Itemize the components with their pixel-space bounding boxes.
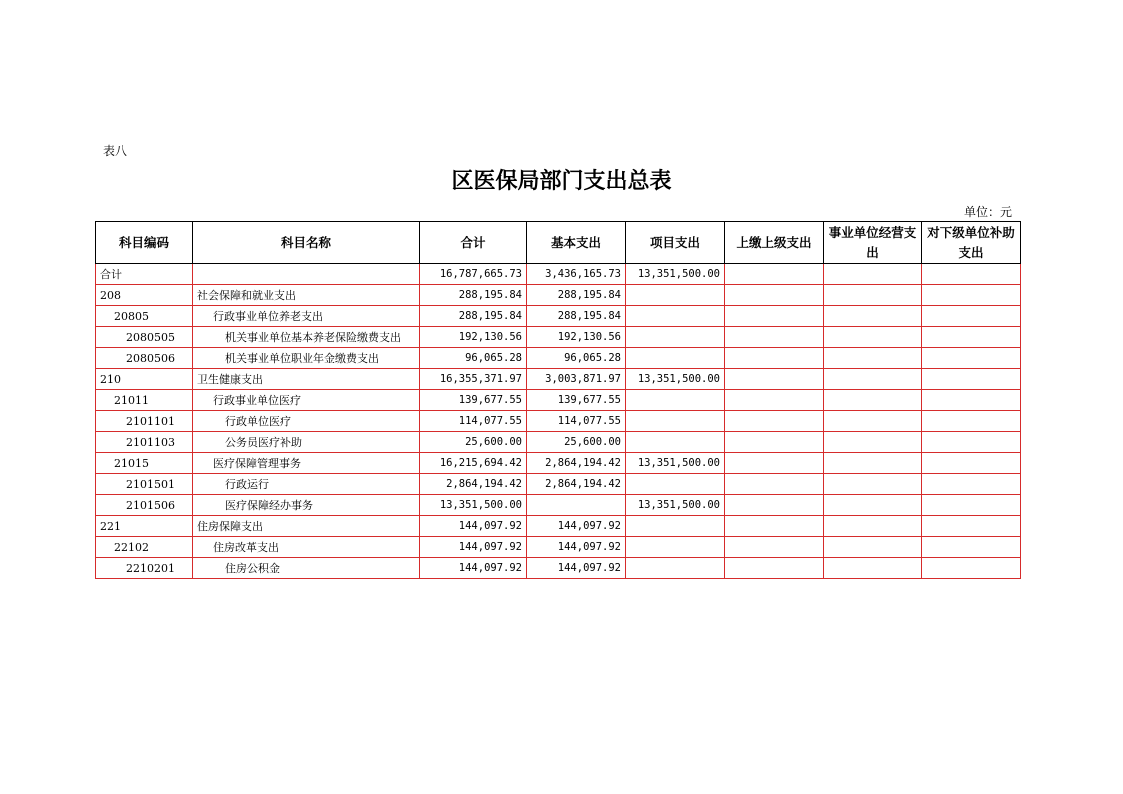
cell-business xyxy=(824,495,922,516)
cell-upper xyxy=(725,369,824,390)
cell-subsidy xyxy=(922,327,1021,348)
cell-business xyxy=(824,327,922,348)
header-project: 项目支出 xyxy=(626,222,725,264)
header-business: 事业单位经营支出 xyxy=(824,222,922,264)
cell-name xyxy=(193,264,420,285)
cell-business xyxy=(824,390,922,411)
cell-total: 139,677.55 xyxy=(420,390,527,411)
cell-code: 22102 xyxy=(96,537,193,558)
cell-subsidy xyxy=(922,453,1021,474)
cell-total: 16,215,694.42 xyxy=(420,453,527,474)
cell-project xyxy=(626,285,725,306)
cell-total: 96,065.28 xyxy=(420,348,527,369)
cell-business xyxy=(824,285,922,306)
table-row xyxy=(96,495,1021,516)
header-row xyxy=(96,222,1021,264)
table-row xyxy=(96,474,1021,495)
cell-basic: 2,864,194.42 xyxy=(527,474,626,495)
cell-subsidy xyxy=(922,390,1021,411)
cell-business xyxy=(824,411,922,432)
cell-project xyxy=(626,390,725,411)
cell-upper xyxy=(725,411,824,432)
cell-code: 2080505 xyxy=(96,327,193,348)
cell-project xyxy=(626,306,725,327)
cell-total: 2,864,194.42 xyxy=(420,474,527,495)
cell-basic: 139,677.55 xyxy=(527,390,626,411)
cell-name: 住房保障支出 xyxy=(193,516,420,537)
page-title: 区医保局部门支出总表 xyxy=(451,169,672,194)
cell-upper xyxy=(725,348,824,369)
cell-name: 机关事业单位基本养老保险缴费支出 xyxy=(193,327,420,348)
cell-code: 21011 xyxy=(96,390,193,411)
cell-subsidy xyxy=(922,306,1021,327)
cell-basic: 144,097.92 xyxy=(527,537,626,558)
cell-business xyxy=(824,306,922,327)
cell-basic: 25,600.00 xyxy=(527,432,626,453)
cell-project xyxy=(626,432,725,453)
table-row xyxy=(96,264,1021,285)
cell-upper xyxy=(725,453,824,474)
cell-business xyxy=(824,264,922,285)
cell-basic xyxy=(527,495,626,516)
cell-business xyxy=(824,537,922,558)
table-row xyxy=(96,390,1021,411)
cell-subsidy xyxy=(922,411,1021,432)
table-row xyxy=(96,516,1021,537)
page-label: 表八 xyxy=(103,144,128,158)
header-subsidy: 对下级单位补助支出 xyxy=(922,222,1021,264)
cell-project xyxy=(626,537,725,558)
cell-subsidy xyxy=(922,264,1021,285)
table-row xyxy=(96,411,1021,432)
cell-upper xyxy=(725,432,824,453)
table-row xyxy=(96,327,1021,348)
cell-business xyxy=(824,558,922,579)
cell-total: 16,787,665.73 xyxy=(420,264,527,285)
cell-code: 210 xyxy=(96,369,193,390)
cell-upper xyxy=(725,516,824,537)
cell-upper xyxy=(725,495,824,516)
cell-name: 公务员医疗补助 xyxy=(193,432,420,453)
cell-code: 2080506 xyxy=(96,348,193,369)
cell-subsidy xyxy=(922,495,1021,516)
cell-project xyxy=(626,327,725,348)
cell-code: 221 xyxy=(96,516,193,537)
expense-table xyxy=(95,221,1021,579)
cell-basic: 114,077.55 xyxy=(527,411,626,432)
cell-name: 医疗保障经办事务 xyxy=(193,495,420,516)
table-row xyxy=(96,453,1021,474)
table-row xyxy=(96,369,1021,390)
cell-project xyxy=(626,348,725,369)
cell-total: 192,130.56 xyxy=(420,327,527,348)
cell-name: 医疗保障管理事务 xyxy=(193,453,420,474)
cell-business xyxy=(824,516,922,537)
cell-upper xyxy=(725,474,824,495)
table-row xyxy=(96,537,1021,558)
cell-name: 机关事业单位职业年金缴费支出 xyxy=(193,348,420,369)
cell-code: 2101103 xyxy=(96,432,193,453)
cell-upper xyxy=(725,537,824,558)
table-row xyxy=(96,306,1021,327)
cell-subsidy xyxy=(922,537,1021,558)
cell-code: 2101501 xyxy=(96,474,193,495)
table-row xyxy=(96,285,1021,306)
cell-total: 144,097.92 xyxy=(420,516,527,537)
cell-total: 144,097.92 xyxy=(420,558,527,579)
cell-total: 16,355,371.97 xyxy=(420,369,527,390)
table-row xyxy=(96,558,1021,579)
cell-name: 社会保障和就业支出 xyxy=(193,285,420,306)
cell-name: 住房改革支出 xyxy=(193,537,420,558)
table-row xyxy=(96,348,1021,369)
cell-subsidy xyxy=(922,516,1021,537)
header-code: 科目编码 xyxy=(96,222,193,264)
cell-code: 20805 xyxy=(96,306,193,327)
cell-name: 卫生健康支出 xyxy=(193,369,420,390)
cell-subsidy xyxy=(922,285,1021,306)
cell-project xyxy=(626,516,725,537)
header-upper: 上缴上级支出 xyxy=(725,222,824,264)
cell-upper xyxy=(725,558,824,579)
cell-basic: 144,097.92 xyxy=(527,516,626,537)
unit-label: 单位：元 xyxy=(963,205,1012,219)
cell-basic: 288,195.84 xyxy=(527,306,626,327)
cell-project xyxy=(626,411,725,432)
cell-upper xyxy=(725,306,824,327)
cell-project: 13,351,500.00 xyxy=(626,264,725,285)
cell-basic: 288,195.84 xyxy=(527,285,626,306)
cell-name: 行政单位医疗 xyxy=(193,411,420,432)
cell-total: 144,097.92 xyxy=(420,537,527,558)
cell-name: 行政运行 xyxy=(193,474,420,495)
cell-business xyxy=(824,348,922,369)
cell-project: 13,351,500.00 xyxy=(626,453,725,474)
cell-basic: 3,003,871.97 xyxy=(527,369,626,390)
cell-upper xyxy=(725,264,824,285)
cell-total: 13,351,500.00 xyxy=(420,495,527,516)
cell-project xyxy=(626,474,725,495)
cell-name: 住房公积金 xyxy=(193,558,420,579)
cell-project xyxy=(626,558,725,579)
cell-subsidy xyxy=(922,474,1021,495)
cell-subsidy xyxy=(922,348,1021,369)
cell-code: 2210201 xyxy=(96,558,193,579)
header-total: 合计 xyxy=(420,222,527,264)
table-row xyxy=(96,432,1021,453)
cell-business xyxy=(824,432,922,453)
header-name: 科目名称 xyxy=(193,222,420,264)
header-basic: 基本支出 xyxy=(527,222,626,264)
cell-basic: 192,130.56 xyxy=(527,327,626,348)
cell-total: 288,195.84 xyxy=(420,285,527,306)
cell-subsidy xyxy=(922,369,1021,390)
cell-business xyxy=(824,474,922,495)
cell-code: 合计 xyxy=(96,264,193,285)
cell-business xyxy=(824,369,922,390)
cell-total: 288,195.84 xyxy=(420,306,527,327)
cell-subsidy xyxy=(922,432,1021,453)
cell-name: 行政事业单位养老支出 xyxy=(193,306,420,327)
cell-business xyxy=(824,453,922,474)
cell-subsidy xyxy=(922,558,1021,579)
cell-name: 行政事业单位医疗 xyxy=(193,390,420,411)
cell-code: 21015 xyxy=(96,453,193,474)
cell-basic: 3,436,165.73 xyxy=(527,264,626,285)
cell-project: 13,351,500.00 xyxy=(626,495,725,516)
cell-upper xyxy=(725,327,824,348)
cell-basic: 2,864,194.42 xyxy=(527,453,626,474)
cell-project: 13,351,500.00 xyxy=(626,369,725,390)
cell-total: 114,077.55 xyxy=(420,411,527,432)
cell-upper xyxy=(725,285,824,306)
cell-total: 25,600.00 xyxy=(420,432,527,453)
cell-upper xyxy=(725,390,824,411)
cell-basic: 96,065.28 xyxy=(527,348,626,369)
cell-code: 208 xyxy=(96,285,193,306)
cell-code: 2101506 xyxy=(96,495,193,516)
cell-code: 2101101 xyxy=(96,411,193,432)
cell-basic: 144,097.92 xyxy=(527,558,626,579)
